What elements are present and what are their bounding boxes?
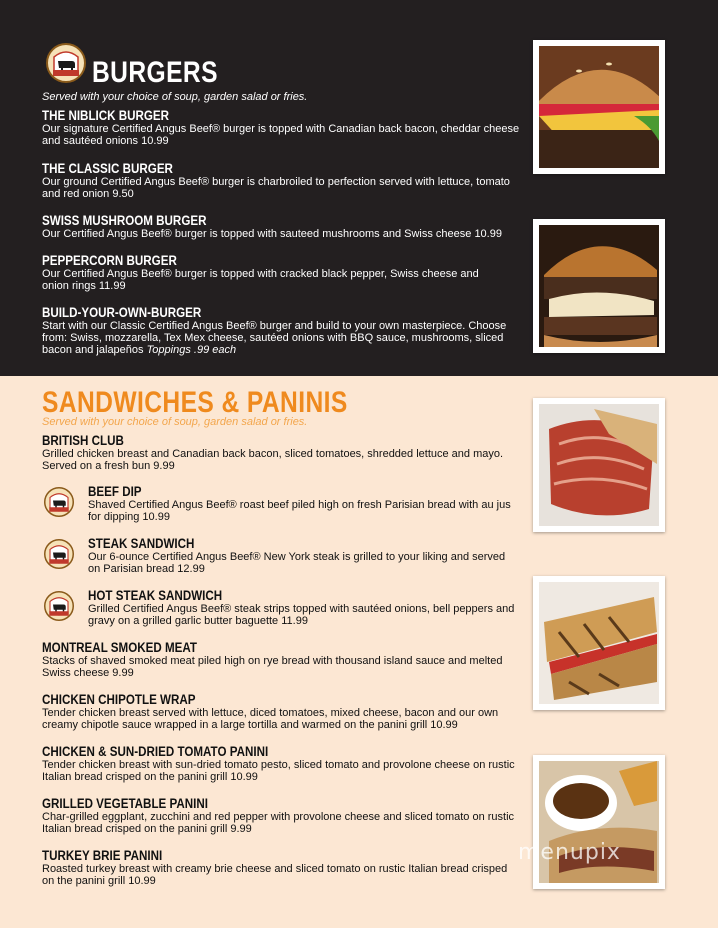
menu-item bbox=[88, 485, 518, 523]
panini-photo bbox=[533, 576, 665, 710]
item-name: TURKEY BRIE PANINI bbox=[42, 848, 163, 863]
item-desc-text: Start with our Classic Certified Angus Beef® burger and build to your own masterpiece. Choose from: Swiss, mozzarella, Tex Mex cheese, sautéed onions with BBQ sauce, mushrooms, sliced bacon and jalapeños bbox=[42, 320, 507, 356]
item-name: STEAK SANDWICH bbox=[88, 536, 195, 551]
burger-photo-1 bbox=[533, 40, 665, 174]
item-desc: Grilled chicken breast and Canadian back bacon, sliced tomatoes, shredded lettuce and mayo. Served on a fresh bun 9.99 bbox=[42, 448, 504, 472]
menu-item bbox=[42, 434, 522, 472]
menu-item bbox=[42, 745, 522, 783]
item-desc: Tender chicken breast with sun-dried tomato pesto, sliced tomato and provolone cheese on rustic Italian bread crisped on the panini grill 10.99 bbox=[42, 759, 515, 783]
burgers-subtitle: Served with your choice of soup, garden salad or fries. bbox=[42, 91, 308, 103]
menu-item bbox=[42, 797, 522, 835]
toppings-note: Toppings .99 each bbox=[146, 344, 237, 356]
item-desc: Tender chicken breast served with lettuce, diced tomatoes, mixed cheese, bacon and our own creamy chipotle sauce wrapped in a large tortilla and warmed on the panini grill 10.99 bbox=[42, 707, 499, 731]
item-desc: Grilled Certified Angus Beef® steak strips topped with sautéed onions, bell peppers and gravy on a grilled garlic butter baguette 11.99 bbox=[88, 603, 515, 627]
item-name: GRILLED VEGETABLE PANINI bbox=[42, 796, 208, 811]
menu-item bbox=[42, 254, 482, 292]
sandwiches-subtitle: Served with your choice of soup, garden salad or fries. bbox=[42, 416, 308, 428]
item-desc: Our Certified Angus Beef® burger is topped with cracked black pepper, Swiss cheese and onion rings 11.99 bbox=[42, 268, 479, 292]
sandwiches-title: SANDWICHES & PANINIS bbox=[42, 386, 348, 419]
burger-photo-2 bbox=[533, 219, 665, 353]
item-desc: Our ground Certified Angus Beef® burger is charbroiled to perfection served with lettuce, tomato and red onion 9.50 bbox=[42, 176, 510, 200]
beef-dip-photo bbox=[533, 755, 665, 889]
item-desc: Our Certified Angus Beef® burger is topped with sauteed mushrooms and Swiss cheese 10.99 bbox=[42, 228, 502, 240]
item-name: MONTREAL SMOKED MEAT bbox=[42, 640, 198, 655]
menu-item bbox=[88, 537, 518, 575]
item-name: PEPPERCORN BURGER bbox=[42, 253, 177, 268]
item-desc: Our 6-ounce Certified Angus Beef® New York steak is grilled to your liking and served on Parisian bread 12.99 bbox=[88, 551, 506, 575]
item-name: CHICKEN CHIPOTLE WRAP bbox=[42, 692, 196, 707]
item-desc: Stacks of shaved smoked meat piled high on rye bread with thousand island sauce and melted Swiss cheese 9.99 bbox=[42, 655, 503, 679]
item-name: HOT STEAK SANDWICH bbox=[88, 588, 223, 603]
item-desc: Roasted turkey breast with creamy brie cheese and sliced tomato on rustic Italian bread crisped on the panini grill 10.99 bbox=[42, 863, 508, 887]
item-name: CHICKEN & SUN-DRIED TOMATO PANINI bbox=[42, 744, 269, 759]
menu-item bbox=[42, 641, 522, 679]
angus-beef-logo-icon bbox=[44, 487, 74, 517]
menu-item bbox=[42, 849, 512, 887]
item-name: THE CLASSIC BURGER bbox=[42, 161, 173, 176]
angus-beef-logo-icon bbox=[44, 539, 74, 569]
item-name: BRITISH CLUB bbox=[42, 433, 124, 448]
item-name: BEEF DIP bbox=[88, 484, 142, 499]
item-desc: Char-grilled eggplant, zucchini and red pepper with provolone cheese and sliced tomato on rustic Italian bread crisped on the panini grill 9.99 bbox=[42, 811, 515, 835]
menu-item bbox=[42, 109, 522, 147]
menu-item bbox=[88, 589, 518, 627]
menu-item bbox=[42, 693, 512, 731]
item-desc: Our signature Certified Angus Beef® burger is topped with Canadian back bacon, cheddar cheese and sautéed onions 10.99 bbox=[42, 123, 520, 147]
item-name: SWISS MUSHROOM BURGER bbox=[42, 213, 207, 228]
item-name: THE NIBLICK BURGER bbox=[42, 108, 170, 123]
angus-beef-logo-icon bbox=[44, 591, 74, 621]
watermark: menupix bbox=[518, 840, 621, 865]
menu-item bbox=[42, 214, 522, 240]
angus-beef-logo-icon bbox=[46, 43, 86, 83]
smoked-meat-photo bbox=[533, 398, 665, 532]
menu-item bbox=[42, 162, 522, 200]
item-desc bbox=[42, 320, 512, 356]
menu-item bbox=[42, 306, 512, 356]
item-name: BUILD-YOUR-OWN-BURGER bbox=[42, 305, 202, 320]
item-desc: Shaved Certified Angus Beef® roast beef piled high on fresh Parisian bread with au jus for dipping 10.99 bbox=[88, 499, 511, 523]
burgers-title: BURGERS bbox=[92, 56, 218, 89]
